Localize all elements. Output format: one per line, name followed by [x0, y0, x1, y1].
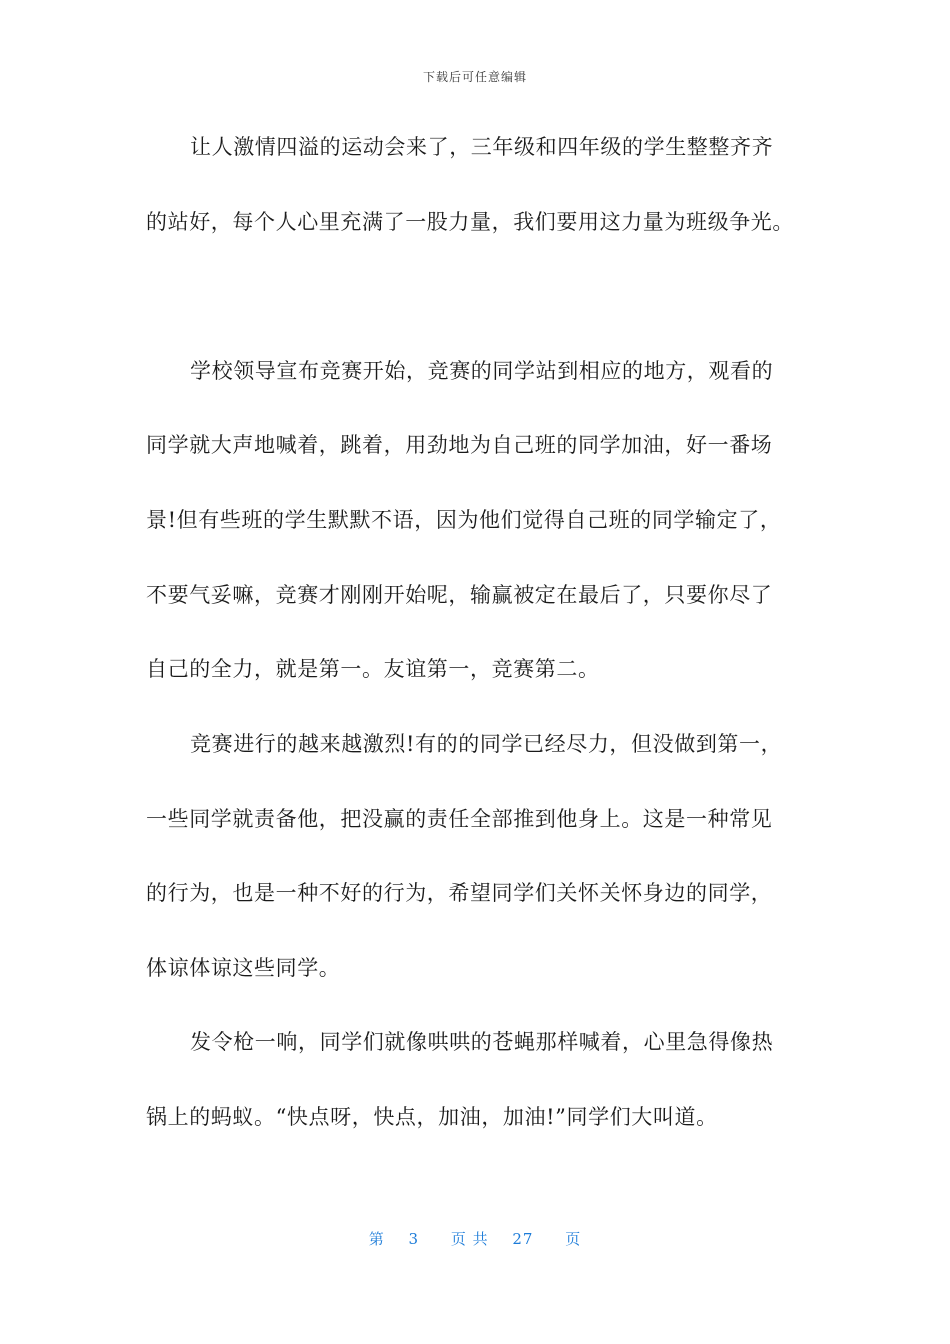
paragraph-1-line-2: 的站好，每个人心里充满了一股力量，我们要用这力量为班级争光。: [146, 210, 794, 234]
paragraph-2-line-2: 同学就大声地喊着，跳着，用劲地为自己班的同学加油，好一番场: [146, 433, 773, 457]
paragraph-3-line-1: 竞赛进行的越来越激烈!有的的同学已经尽力，但没做到第一，: [190, 732, 783, 756]
paragraph-2-line-1: 学校领导宣布竞赛开始，竞赛的同学站到相应的地方，观看的: [190, 359, 774, 383]
page-header: 下载后可任意编辑: [422, 70, 527, 84]
paragraph-2-line-4: 不要气妥嘛，竞赛才刚刚开始呢，输赢被定在最后了，只要你尽了: [146, 583, 773, 607]
paragraph-3-line-4: 体谅体谅这些同学。: [146, 956, 341, 980]
paragraph-4-line-1: 发令枪一响，同学们就像哄哄的苍蝇那样喊着，心里急得像热: [190, 1030, 774, 1054]
paragraph-1-line-1: 让人激情四溢的运动会来了，三年级和四年级的学生整整齐齐: [190, 135, 774, 159]
paragraph-3-line-3: 的行为，也是一种不好的行为，希望同学们关怀关怀身边的同学，: [146, 881, 773, 905]
paragraph-4-line-2: 锅上的蚂蚁。“快点呀，快点，加油，加油!”同学们大叫道。: [146, 1105, 718, 1129]
footer-label-page: 第: [368, 1230, 385, 1248]
footer-current-page: 3: [408, 1230, 420, 1248]
footer-total-pages: 27: [512, 1230, 534, 1248]
paragraph-3-line-2: 一些同学就责备他，把没赢的责任全部推到他身上。这是一种常见: [146, 807, 773, 831]
page-footer: [0, 1228, 950, 1249]
footer-label-total: 页 共: [450, 1230, 489, 1248]
paragraph-2-line-5: 自己的全力，就是第一。友谊第一，竞赛第二。: [146, 657, 600, 681]
paragraph-2-line-3: 景!但有些班的学生默默不语，因为他们觉得自己班的同学输定了，: [146, 508, 782, 532]
footer-label-end: 页: [565, 1230, 582, 1248]
